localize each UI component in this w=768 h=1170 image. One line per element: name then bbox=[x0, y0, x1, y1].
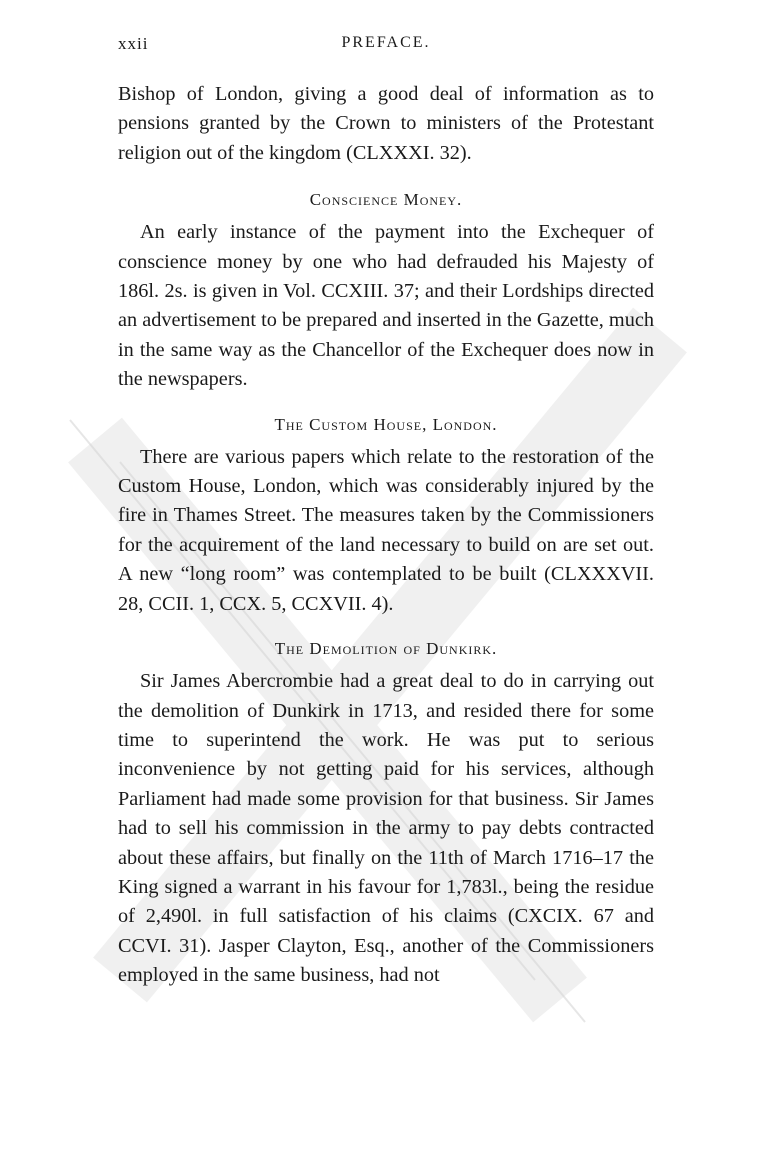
paragraph-demolition-of-dunkirk: Sir James Abercrombie had a great deal to do in carrying out the demolition of Dunkirk in 1713, and resided there for some time to superintend the work. He was put to serious inconvenience by not getting paid for his services, although Parliament had made some provision for that business. Sir James had to sell his commission in the army to pay debts contracted about these affairs, but finally on the 11th of March 1716–17 the King signed a warrant in his favour for 1,783l., being the residue of 2,490l. in full satisfaction of his claims (CXCIX. 67 and CCVI. 31). Jasper Clayton, Esq., another of the Commissioners employed in the same business, had not bbox=[118, 670, 654, 987]
page bbox=[118, 28, 654, 991]
page-number: xxii bbox=[118, 34, 149, 53]
heading-conscience-money: Conscience Money. bbox=[309, 190, 463, 210]
heading-demolition-of-dunkirk: The Demolition of Dunkirk. bbox=[274, 639, 498, 659]
paragraph-bishop-of-london: Bishop of London, giving a good deal of information as to pensions granted by the Crown to ministers of the Protestant religion out of the kingdom (CLXXXI. 32). bbox=[118, 83, 654, 164]
running-head bbox=[118, 28, 654, 58]
paragraph-custom-house: There are various papers which relate to the restoration of the Custom House, London, which was considerably injured by the fire in Thames Street. The measures taken by the Commissioners for the acquirement of the land necessary to build on are set out. A new “long room” was contemplated to be built (CLXXXVII. 28, CCII. 1, CCX. 5, CCXVII. 4). bbox=[118, 445, 654, 615]
paragraph-conscience-money: An early instance of the payment into the Exchequer of conscience money by one who had defrauded his Majesty of 186l. 2s. is given in Vol. CCXIII. 37; and their Lordships directed an advertisement to be prepared and inserted in the Gazette, much in the same way as the Chancellor of the Exchequer does now in the newspapers. bbox=[118, 221, 654, 391]
heading-custom-house: The Custom House, London. bbox=[274, 414, 498, 434]
running-title: PREFACE. bbox=[341, 34, 431, 51]
